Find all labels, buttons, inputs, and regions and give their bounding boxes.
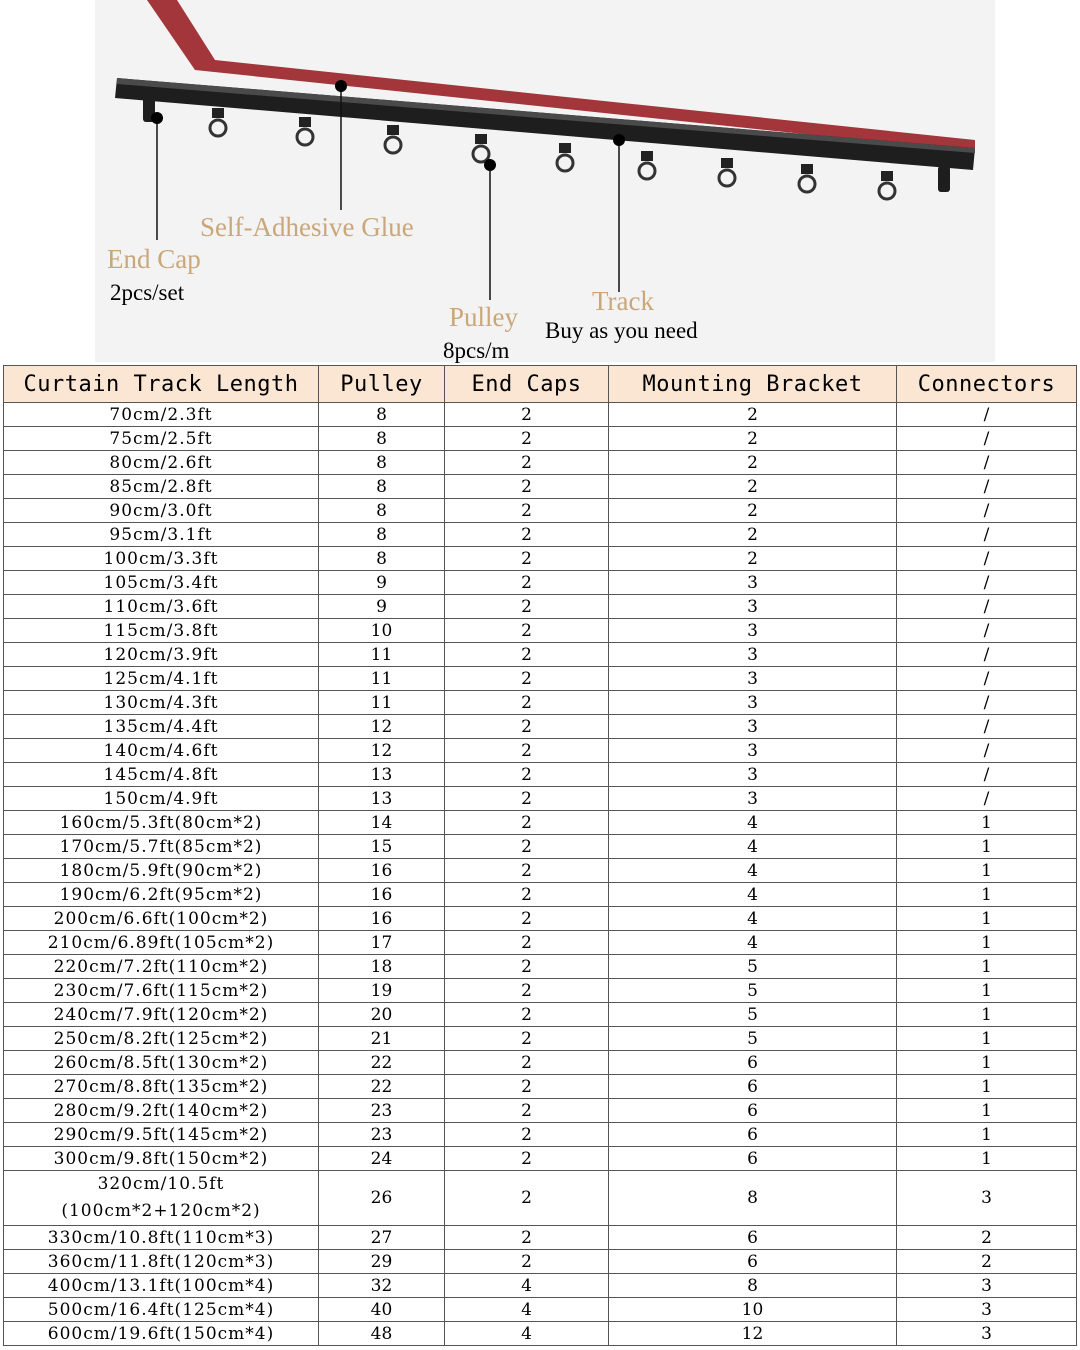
cell-end-caps: 2 bbox=[445, 787, 609, 811]
table-row bbox=[4, 1027, 1077, 1051]
cell-connectors: / bbox=[897, 619, 1077, 643]
cell-length: 125cm/4.1ft bbox=[4, 667, 319, 691]
cell-connectors: 1 bbox=[897, 1123, 1077, 1147]
cell-connectors: 1 bbox=[897, 979, 1077, 1003]
table-row bbox=[4, 979, 1077, 1003]
end-cap-label: End Cap bbox=[107, 244, 201, 274]
cell-connectors: 3 bbox=[897, 1171, 1077, 1226]
cell-length: 200cm/6.6ft(100cm*2) bbox=[4, 907, 319, 931]
cell-pulley: 8 bbox=[319, 523, 445, 547]
cell-connectors: / bbox=[897, 715, 1077, 739]
table-row bbox=[4, 931, 1077, 955]
cell-end-caps: 2 bbox=[445, 1075, 609, 1099]
cell-pulley: 27 bbox=[319, 1226, 445, 1250]
cell-mounting-bracket: 3 bbox=[609, 787, 897, 811]
cell-mounting-bracket: 4 bbox=[609, 811, 897, 835]
spec-table bbox=[3, 365, 1077, 1346]
cell-end-caps: 2 bbox=[445, 955, 609, 979]
cell-length: 600cm/19.6ft(150cm*4) bbox=[4, 1322, 319, 1346]
cell-connectors: 1 bbox=[897, 811, 1077, 835]
cell-length: 240cm/7.9ft(120cm*2) bbox=[4, 1003, 319, 1027]
pulley-label: Pulley bbox=[449, 302, 519, 332]
cell-mounting-bracket: 2 bbox=[609, 499, 897, 523]
cell-connectors: 3 bbox=[897, 1274, 1077, 1298]
cell-connectors: / bbox=[897, 523, 1077, 547]
cell-mounting-bracket: 5 bbox=[609, 1027, 897, 1051]
cell-end-caps: 2 bbox=[445, 547, 609, 571]
cell-length: 115cm/3.8ft bbox=[4, 619, 319, 643]
table-row bbox=[4, 1250, 1077, 1274]
cell-connectors: / bbox=[897, 667, 1077, 691]
cell-end-caps: 4 bbox=[445, 1298, 609, 1322]
cell-pulley: 20 bbox=[319, 1003, 445, 1027]
track-label: Track bbox=[592, 286, 655, 316]
cell-mounting-bracket: 2 bbox=[609, 451, 897, 475]
cell-connectors: 2 bbox=[897, 1250, 1077, 1274]
cell-mounting-bracket: 12 bbox=[609, 1322, 897, 1346]
cell-pulley: 10 bbox=[319, 619, 445, 643]
cell-end-caps: 2 bbox=[445, 499, 609, 523]
col-header-length: Curtain Track Length bbox=[4, 366, 319, 403]
product-diagram bbox=[95, 0, 995, 362]
cell-mounting-bracket: 6 bbox=[609, 1147, 897, 1171]
cell-connectors: / bbox=[897, 643, 1077, 667]
cell-pulley: 16 bbox=[319, 859, 445, 883]
cell-end-caps: 2 bbox=[445, 859, 609, 883]
cell-pulley: 12 bbox=[319, 739, 445, 763]
cell-end-caps: 2 bbox=[445, 1099, 609, 1123]
table-row bbox=[4, 427, 1077, 451]
table-row bbox=[4, 811, 1077, 835]
col-header-end-caps: End Caps bbox=[445, 366, 609, 403]
cell-connectors: 1 bbox=[897, 859, 1077, 883]
cell-connectors: 2 bbox=[897, 1226, 1077, 1250]
cell-connectors: 1 bbox=[897, 1099, 1077, 1123]
cell-mounting-bracket: 3 bbox=[609, 619, 897, 643]
cell-length: 330cm/10.8ft(110cm*3) bbox=[4, 1226, 319, 1250]
cell-length: 150cm/4.9ft bbox=[4, 787, 319, 811]
cell-pulley: 8 bbox=[319, 403, 445, 427]
cell-length: 75cm/2.5ft bbox=[4, 427, 319, 451]
cell-length: 280cm/9.2ft(140cm*2) bbox=[4, 1099, 319, 1123]
cell-pulley: 23 bbox=[319, 1123, 445, 1147]
table-row bbox=[4, 595, 1077, 619]
cell-pulley: 13 bbox=[319, 763, 445, 787]
cell-connectors: / bbox=[897, 427, 1077, 451]
cell-end-caps: 2 bbox=[445, 427, 609, 451]
cell-pulley: 32 bbox=[319, 1274, 445, 1298]
cell-end-caps: 2 bbox=[445, 595, 609, 619]
cell-pulley: 17 bbox=[319, 931, 445, 955]
cell-end-caps: 2 bbox=[445, 475, 609, 499]
cell-length: 140cm/4.6ft bbox=[4, 739, 319, 763]
cell-pulley: 8 bbox=[319, 475, 445, 499]
table-row bbox=[4, 907, 1077, 931]
table-row bbox=[4, 763, 1077, 787]
cell-pulley: 16 bbox=[319, 883, 445, 907]
cell-length: 250cm/8.2ft(125cm*2) bbox=[4, 1027, 319, 1051]
col-header-pulley: Pulley bbox=[319, 366, 445, 403]
cell-pulley: 23 bbox=[319, 1099, 445, 1123]
cell-connectors: 3 bbox=[897, 1322, 1077, 1346]
cell-mounting-bracket: 6 bbox=[609, 1226, 897, 1250]
cell-length: 400cm/13.1ft(100cm*4) bbox=[4, 1274, 319, 1298]
cell-mounting-bracket: 2 bbox=[609, 475, 897, 499]
cell-length: 120cm/3.9ft bbox=[4, 643, 319, 667]
cell-mounting-bracket: 2 bbox=[609, 547, 897, 571]
cell-mounting-bracket: 6 bbox=[609, 1099, 897, 1123]
cell-end-caps: 2 bbox=[445, 451, 609, 475]
cell-end-caps: 2 bbox=[445, 691, 609, 715]
cell-mounting-bracket: 3 bbox=[609, 643, 897, 667]
table-row bbox=[4, 571, 1077, 595]
cell-end-caps: 2 bbox=[445, 907, 609, 931]
cell-length: 230cm/7.6ft(115cm*2) bbox=[4, 979, 319, 1003]
cell-end-caps: 2 bbox=[445, 1171, 609, 1226]
cell-mounting-bracket: 4 bbox=[609, 835, 897, 859]
cell-mounting-bracket: 4 bbox=[609, 859, 897, 883]
cell-pulley: 11 bbox=[319, 691, 445, 715]
cell-end-caps: 4 bbox=[445, 1274, 609, 1298]
cell-connectors: / bbox=[897, 403, 1077, 427]
table-row bbox=[4, 1123, 1077, 1147]
table-row bbox=[4, 523, 1077, 547]
cell-length: 180cm/5.9ft(90cm*2) bbox=[4, 859, 319, 883]
pulley-note: 8pcs/m bbox=[443, 338, 510, 363]
cell-pulley: 11 bbox=[319, 667, 445, 691]
cell-length: 190cm/6.2ft(95cm*2) bbox=[4, 883, 319, 907]
cell-connectors: / bbox=[897, 595, 1077, 619]
cell-end-caps: 2 bbox=[445, 571, 609, 595]
cell-connectors: 1 bbox=[897, 1027, 1077, 1051]
table-row bbox=[4, 547, 1077, 571]
cell-end-caps: 2 bbox=[445, 1123, 609, 1147]
table-row bbox=[4, 859, 1077, 883]
cell-pulley: 12 bbox=[319, 715, 445, 739]
cell-mounting-bracket: 8 bbox=[609, 1171, 897, 1226]
curtain-track-illustration bbox=[95, 0, 995, 362]
table-body bbox=[4, 403, 1077, 1346]
cell-pulley: 8 bbox=[319, 451, 445, 475]
cell-pulley: 8 bbox=[319, 427, 445, 451]
table-row bbox=[4, 1298, 1077, 1322]
cell-connectors: / bbox=[897, 451, 1077, 475]
table-row bbox=[4, 787, 1077, 811]
cell-length: 85cm/2.8ft bbox=[4, 475, 319, 499]
cell-mounting-bracket: 2 bbox=[609, 403, 897, 427]
cell-length: 300cm/9.8ft(150cm*2) bbox=[4, 1147, 319, 1171]
cell-end-caps: 2 bbox=[445, 1003, 609, 1027]
cell-pulley: 14 bbox=[319, 811, 445, 835]
cell-length: 100cm/3.3ft bbox=[4, 547, 319, 571]
cell-mounting-bracket: 3 bbox=[609, 595, 897, 619]
cell-mounting-bracket: 6 bbox=[609, 1051, 897, 1075]
cell-end-caps: 2 bbox=[445, 883, 609, 907]
cell-length: 80cm/2.6ft bbox=[4, 451, 319, 475]
pulley-marker bbox=[484, 159, 496, 171]
cell-mounting-bracket: 4 bbox=[609, 931, 897, 955]
cell-connectors: / bbox=[897, 787, 1077, 811]
table-row bbox=[4, 883, 1077, 907]
table-row bbox=[4, 667, 1077, 691]
table-header-row bbox=[4, 366, 1077, 403]
cell-pulley: 29 bbox=[319, 1250, 445, 1274]
table-row bbox=[4, 499, 1077, 523]
cell-connectors: / bbox=[897, 571, 1077, 595]
cell-length: 360cm/11.8ft(120cm*3) bbox=[4, 1250, 319, 1274]
cell-end-caps: 2 bbox=[445, 811, 609, 835]
cell-mounting-bracket: 3 bbox=[609, 763, 897, 787]
table-row bbox=[4, 739, 1077, 763]
cell-mounting-bracket: 5 bbox=[609, 1003, 897, 1027]
table-row bbox=[4, 715, 1077, 739]
cell-mounting-bracket: 3 bbox=[609, 691, 897, 715]
cell-length: 135cm/4.4ft bbox=[4, 715, 319, 739]
cell-end-caps: 4 bbox=[445, 1322, 609, 1346]
cell-connectors: / bbox=[897, 739, 1077, 763]
cell-pulley: 21 bbox=[319, 1027, 445, 1051]
end-cap-note: 2pcs/set bbox=[110, 280, 185, 305]
cell-end-caps: 2 bbox=[445, 1226, 609, 1250]
cell-end-caps: 2 bbox=[445, 931, 609, 955]
cell-mounting-bracket: 2 bbox=[609, 523, 897, 547]
table-row bbox=[4, 1226, 1077, 1250]
cell-connectors: / bbox=[897, 691, 1077, 715]
cell-connectors: 1 bbox=[897, 1051, 1077, 1075]
cell-length: 220cm/7.2ft(110cm*2) bbox=[4, 955, 319, 979]
end-cap-marker bbox=[151, 112, 163, 124]
cell-mounting-bracket: 3 bbox=[609, 715, 897, 739]
cell-length: 90cm/3.0ft bbox=[4, 499, 319, 523]
cell-length: 130cm/4.3ft bbox=[4, 691, 319, 715]
cell-end-caps: 2 bbox=[445, 739, 609, 763]
cell-length: 210cm/6.89ft(105cm*2) bbox=[4, 931, 319, 955]
cell-end-caps: 2 bbox=[445, 835, 609, 859]
table-row bbox=[4, 643, 1077, 667]
col-header-connectors: Connectors bbox=[897, 366, 1077, 403]
cell-mounting-bracket: 6 bbox=[609, 1075, 897, 1099]
cell-connectors: 1 bbox=[897, 907, 1077, 931]
cell-pulley: 40 bbox=[319, 1298, 445, 1322]
cell-pulley: 26 bbox=[319, 1171, 445, 1226]
cell-end-caps: 2 bbox=[445, 1147, 609, 1171]
cell-pulley: 8 bbox=[319, 547, 445, 571]
cell-length: 95cm/3.1ft bbox=[4, 523, 319, 547]
col-header-mounting-bracket: Mounting Bracket bbox=[609, 366, 897, 403]
cell-pulley: 9 bbox=[319, 571, 445, 595]
cell-pulley: 24 bbox=[319, 1147, 445, 1171]
cell-pulley: 48 bbox=[319, 1322, 445, 1346]
table-row bbox=[4, 451, 1077, 475]
cell-pulley: 9 bbox=[319, 595, 445, 619]
cell-end-caps: 2 bbox=[445, 979, 609, 1003]
cell-connectors: / bbox=[897, 475, 1077, 499]
glue-marker bbox=[335, 80, 347, 92]
cell-connectors: 1 bbox=[897, 1075, 1077, 1099]
table-row bbox=[4, 1147, 1077, 1171]
cell-mounting-bracket: 4 bbox=[609, 883, 897, 907]
cell-end-caps: 2 bbox=[445, 643, 609, 667]
cell-pulley: 11 bbox=[319, 643, 445, 667]
cell-length: 160cm/5.3ft(80cm*2) bbox=[4, 811, 319, 835]
cell-pulley: 8 bbox=[319, 499, 445, 523]
cell-connectors: / bbox=[897, 547, 1077, 571]
cell-pulley: 13 bbox=[319, 787, 445, 811]
cell-mounting-bracket: 3 bbox=[609, 667, 897, 691]
cell-end-caps: 2 bbox=[445, 403, 609, 427]
cell-end-caps: 2 bbox=[445, 1250, 609, 1274]
table-row bbox=[4, 1274, 1077, 1298]
table-row bbox=[4, 1099, 1077, 1123]
cell-connectors: 1 bbox=[897, 955, 1077, 979]
cell-mounting-bracket: 3 bbox=[609, 571, 897, 595]
cell-end-caps: 2 bbox=[445, 667, 609, 691]
track-note: Buy as you need bbox=[545, 318, 698, 343]
cell-pulley: 16 bbox=[319, 907, 445, 931]
cell-pulley: 18 bbox=[319, 955, 445, 979]
cell-mounting-bracket: 5 bbox=[609, 955, 897, 979]
table-row bbox=[4, 1075, 1077, 1099]
cell-length: 70cm/2.3ft bbox=[4, 403, 319, 427]
cell-pulley: 22 bbox=[319, 1075, 445, 1099]
cell-pulley: 22 bbox=[319, 1051, 445, 1075]
table-row bbox=[4, 1003, 1077, 1027]
cell-connectors: 3 bbox=[897, 1298, 1077, 1322]
cell-mounting-bracket: 2 bbox=[609, 427, 897, 451]
cell-connectors: 1 bbox=[897, 1003, 1077, 1027]
cell-length: 145cm/4.8ft bbox=[4, 763, 319, 787]
cell-mounting-bracket: 4 bbox=[609, 907, 897, 931]
table-row bbox=[4, 1171, 1077, 1226]
cell-connectors: 1 bbox=[897, 835, 1077, 859]
cell-length: 170cm/5.7ft(85cm*2) bbox=[4, 835, 319, 859]
glue-label: Self-Adhesive Glue bbox=[200, 212, 414, 242]
cell-mounting-bracket: 10 bbox=[609, 1298, 897, 1322]
table-row bbox=[4, 1051, 1077, 1075]
cell-mounting-bracket: 3 bbox=[609, 739, 897, 763]
cell-pulley: 19 bbox=[319, 979, 445, 1003]
cell-length: 105cm/3.4ft bbox=[4, 571, 319, 595]
table-row bbox=[4, 835, 1077, 859]
cell-mounting-bracket: 8 bbox=[609, 1274, 897, 1298]
track-marker bbox=[613, 134, 625, 146]
cell-mounting-bracket: 6 bbox=[609, 1123, 897, 1147]
cell-connectors: 1 bbox=[897, 1147, 1077, 1171]
cell-end-caps: 2 bbox=[445, 1027, 609, 1051]
cell-end-caps: 2 bbox=[445, 619, 609, 643]
cell-end-caps: 2 bbox=[445, 715, 609, 739]
cell-end-caps: 2 bbox=[445, 763, 609, 787]
cell-length: 290cm/9.5ft(145cm*2) bbox=[4, 1123, 319, 1147]
end-cap-right bbox=[938, 166, 950, 192]
table-row bbox=[4, 619, 1077, 643]
table-row bbox=[4, 1322, 1077, 1346]
cell-length: 500cm/16.4ft(125cm*4) bbox=[4, 1298, 319, 1322]
cell-length: 270cm/8.8ft(135cm*2) bbox=[4, 1075, 319, 1099]
cell-connectors: 1 bbox=[897, 883, 1077, 907]
table-row bbox=[4, 403, 1077, 427]
cell-end-caps: 2 bbox=[445, 1051, 609, 1075]
cell-pulley: 15 bbox=[319, 835, 445, 859]
cell-connectors: 1 bbox=[897, 931, 1077, 955]
cell-end-caps: 2 bbox=[445, 523, 609, 547]
cell-length: 320cm/10.5ft (100cm*2+120cm*2) bbox=[4, 1171, 319, 1226]
table-row bbox=[4, 955, 1077, 979]
cell-mounting-bracket: 5 bbox=[609, 979, 897, 1003]
cell-mounting-bracket: 6 bbox=[609, 1250, 897, 1274]
table-row bbox=[4, 475, 1077, 499]
table-row bbox=[4, 691, 1077, 715]
cell-length: 110cm/3.6ft bbox=[4, 595, 319, 619]
cell-connectors: / bbox=[897, 763, 1077, 787]
cell-connectors: / bbox=[897, 499, 1077, 523]
cell-length: 260cm/8.5ft(130cm*2) bbox=[4, 1051, 319, 1075]
